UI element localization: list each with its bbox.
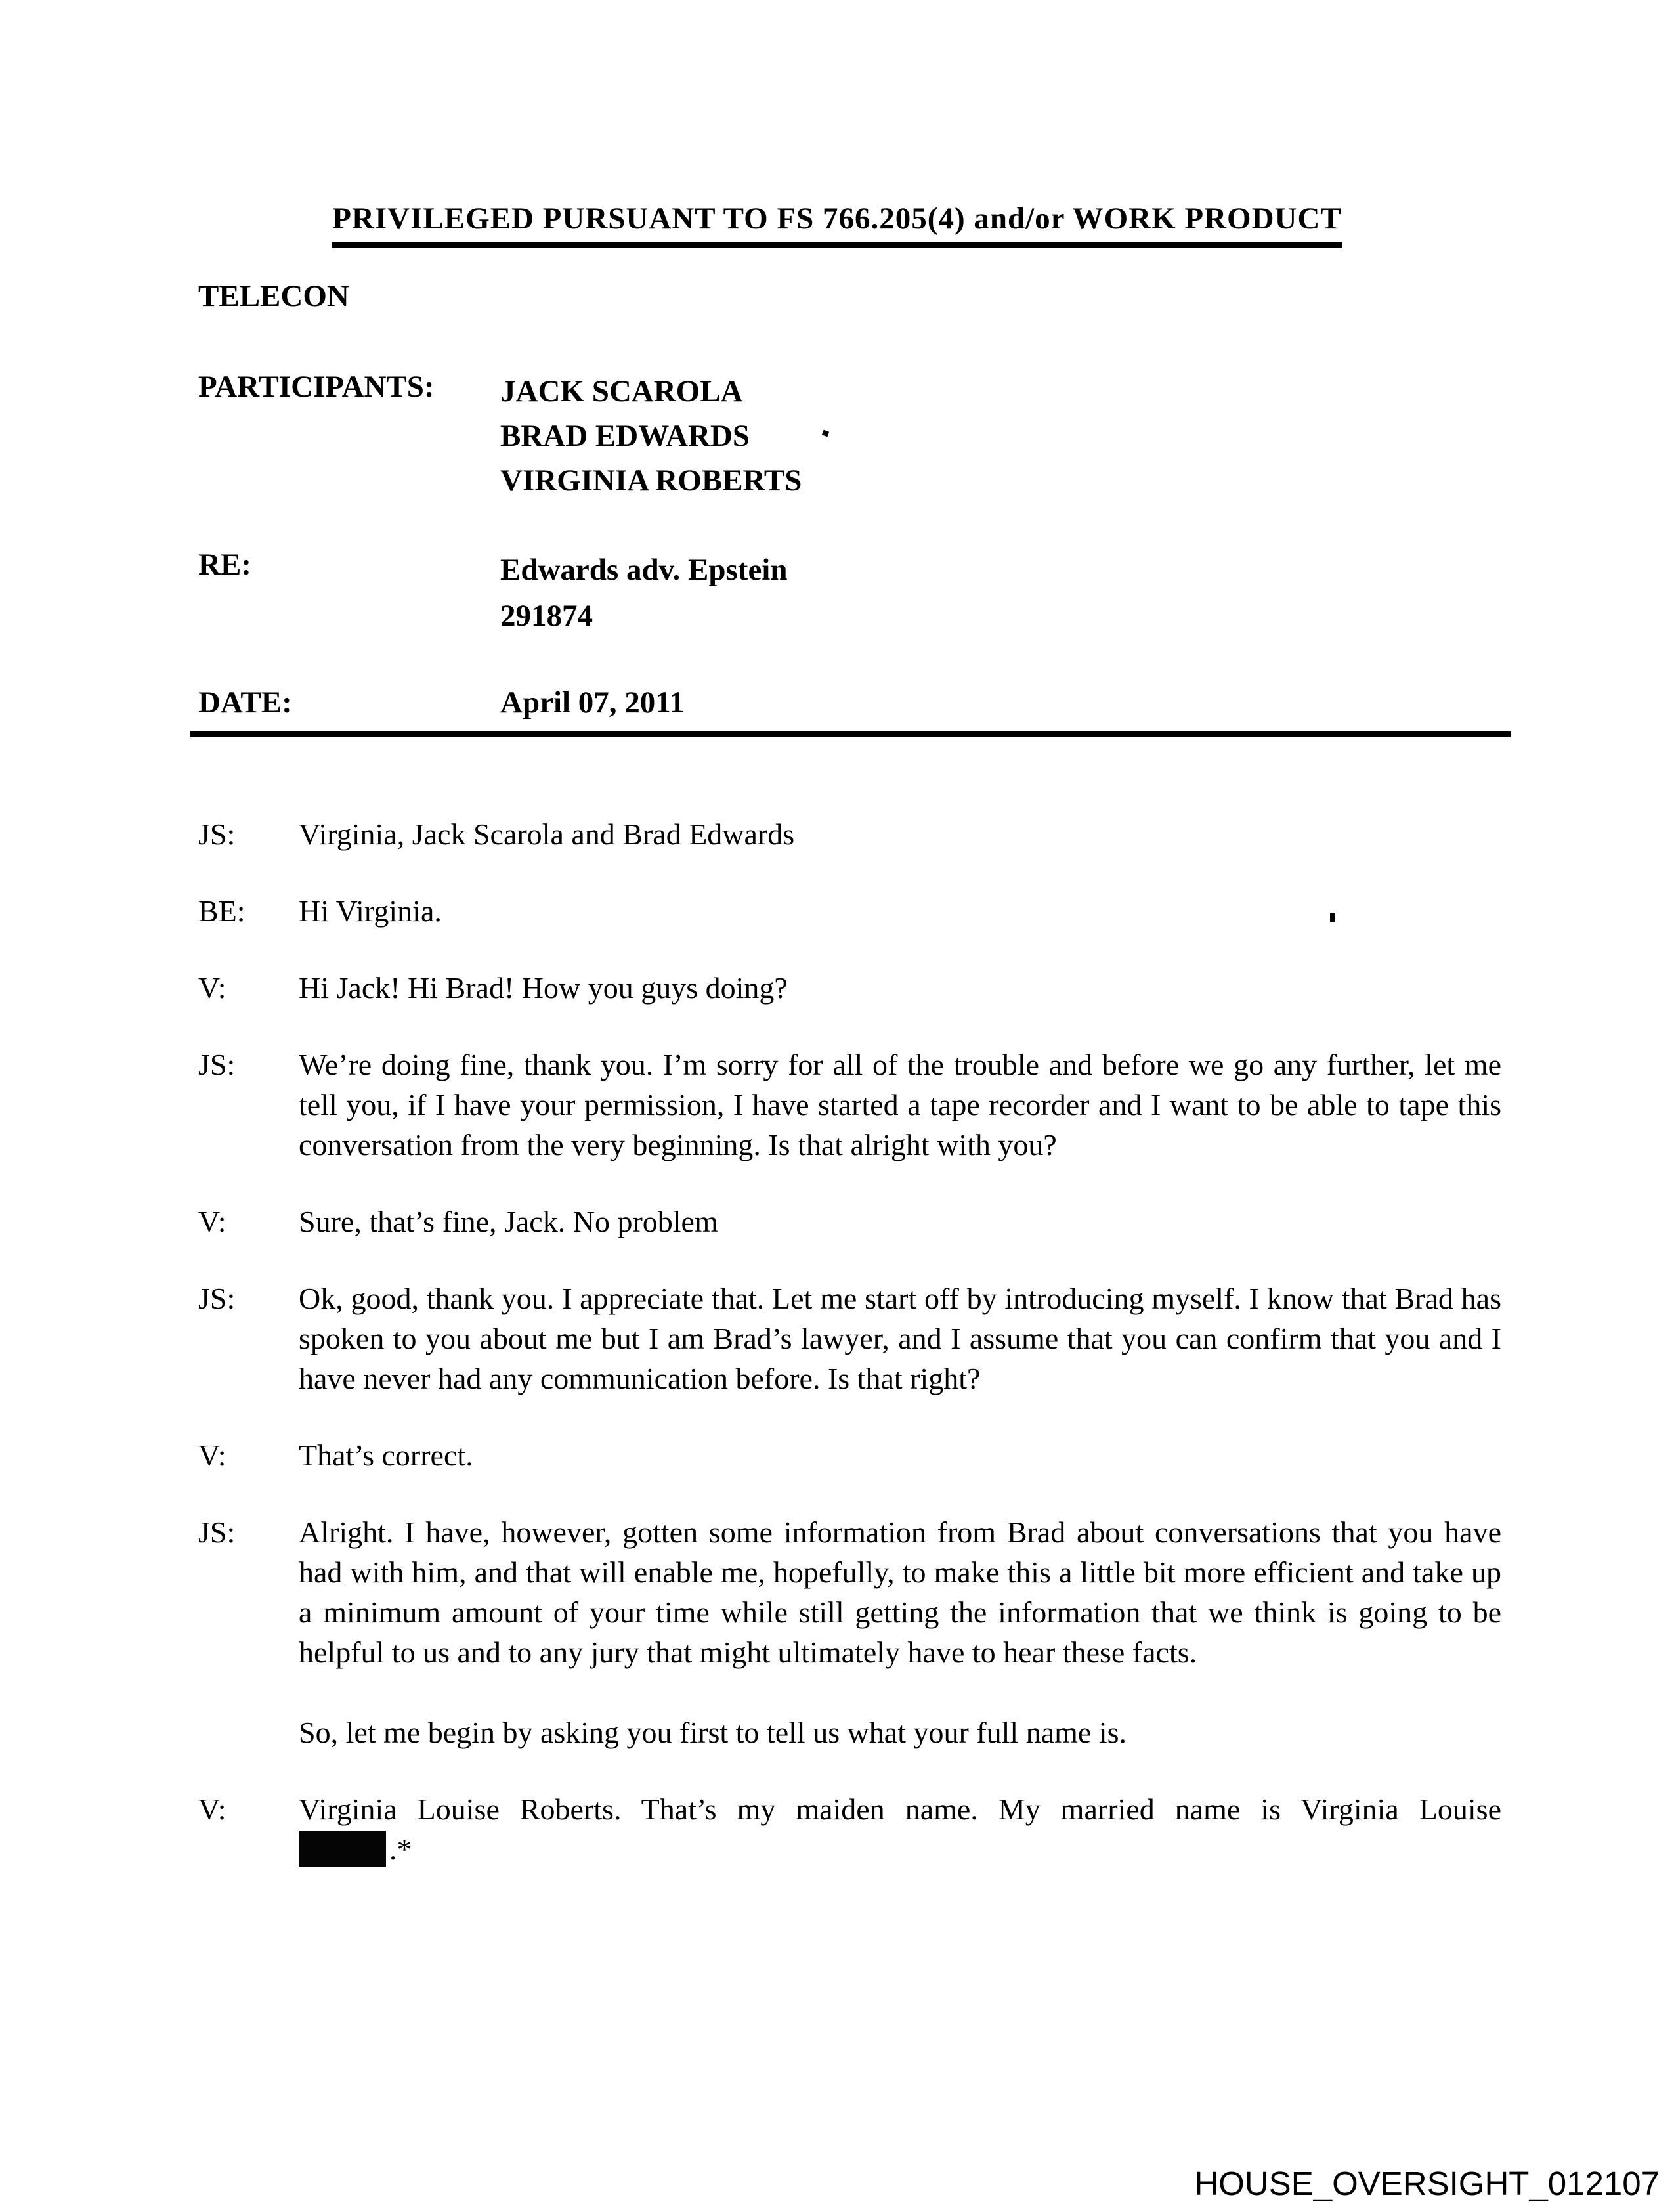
participant-name: JACK SCAROLA: [500, 374, 743, 408]
speaker-label: V:: [198, 1792, 226, 1826]
participant-name: BRAD EDWARDS: [500, 419, 750, 453]
utterance: [299, 1435, 1501, 1475]
utterance-paragraph: Virginia Louise Roberts. That’s my maiden name. My married name is Virginia Louise: [299, 1792, 1501, 1826]
re-values: [500, 547, 788, 639]
utterance-paragraph: Ok, good, thank you. I appreciate that. Let me start off by introducing myself. I know that Brad has spoken to you about me but I am Brad’s lawyer, and I assume that you can confirm that you and I have never had any communication before. Is that right?: [299, 1282, 1501, 1395]
utterance: [299, 1789, 1501, 1869]
date-label: DATE:: [198, 685, 292, 720]
utterance-paragraph: Hi Jack! Hi Brad! How you guys doing?: [299, 971, 788, 1005]
utterance-paragraph: That’s correct.: [299, 1439, 473, 1472]
dialogue-block: [198, 1045, 1501, 1165]
redaction-line: [299, 1829, 1501, 1869]
speaker-label: JS:: [198, 1515, 236, 1549]
bates-number: HOUSE_OVERSIGHT_012107: [1194, 2165, 1660, 2202]
utterance: [299, 1045, 1501, 1165]
dialogue-block: [198, 891, 1501, 931]
horizontal-rule: [190, 731, 1511, 737]
redaction-suffix: .*: [389, 1832, 412, 1866]
utterance: [299, 1278, 1501, 1399]
re-label: RE:: [198, 548, 251, 582]
utterance-paragraph: Hi Virginia.: [299, 894, 442, 928]
document-title: PRIVILEGED PURSUANT TO FS 766.205(4) and/or WORK PRODUCT: [332, 201, 1342, 248]
utterance-paragraph: Sure, that’s fine, Jack. No problem: [299, 1205, 718, 1238]
speaker-label: BE:: [198, 894, 246, 928]
redaction-box: [299, 1831, 386, 1867]
utterance: [299, 968, 1501, 1008]
dialogue-block: [198, 968, 1501, 1008]
speaker-label: V:: [198, 1205, 226, 1238]
scan-artifact-tick: [822, 430, 829, 437]
participants-label: PARTICIPANTS:: [198, 370, 435, 404]
utterance: [299, 891, 1501, 931]
dialogue: [198, 814, 1501, 1906]
speaker-label: V:: [198, 1439, 226, 1472]
utterance-paragraph: Virginia, Jack Scarola and Brad Edwards: [299, 817, 795, 851]
speaker-label: JS:: [198, 1282, 236, 1315]
re-matter: Edwards adv. Epstein: [500, 553, 788, 587]
dialogue-block: [198, 1202, 1501, 1242]
dialogue-block: [198, 1278, 1501, 1399]
dialogue-block: [198, 1789, 1501, 1869]
utterance-paragraph: We’re doing fine, thank you. I’m sorry for all of the trouble and before we go any further, let me tell you, if I have your permission, I have started a tape recorder and I want to be able to tape this conversation from the very beginning. Is that alright with you?: [299, 1048, 1501, 1161]
date-value: April 07, 2011: [500, 685, 685, 720]
document-header: [0, 0, 1674, 248]
utterance: [299, 1202, 1501, 1242]
scan-artifact-dot: [1330, 913, 1335, 922]
dialogue-block: [198, 1435, 1501, 1475]
utterance: [299, 1512, 1501, 1752]
participants-list: [500, 369, 802, 503]
speaker-label: JS:: [198, 1048, 236, 1081]
utterance-paragraph: So, let me begin by asking you first to tell us what your full name is.: [299, 1716, 1127, 1749]
utterance: [299, 814, 1501, 854]
dialogue-block: [198, 814, 1501, 854]
dialogue-block: [198, 1512, 1501, 1752]
speaker-label: JS:: [198, 817, 236, 851]
telecon-label: TELECON: [198, 279, 349, 313]
re-case-number: 291874: [500, 599, 593, 633]
speaker-label: V:: [198, 971, 226, 1005]
utterance-paragraph: Alright. I have, however, gotten some information from Brad about conversations that you have had with him, and that will enable me, hopefully, to make this a little bit more efficient and take up a minimum amount of your time while still getting the information that we think is going to be helpful to us and to any jury that might ultimately have to hear these facts.: [299, 1515, 1501, 1669]
participant-name: VIRGINIA ROBERTS: [500, 464, 802, 498]
